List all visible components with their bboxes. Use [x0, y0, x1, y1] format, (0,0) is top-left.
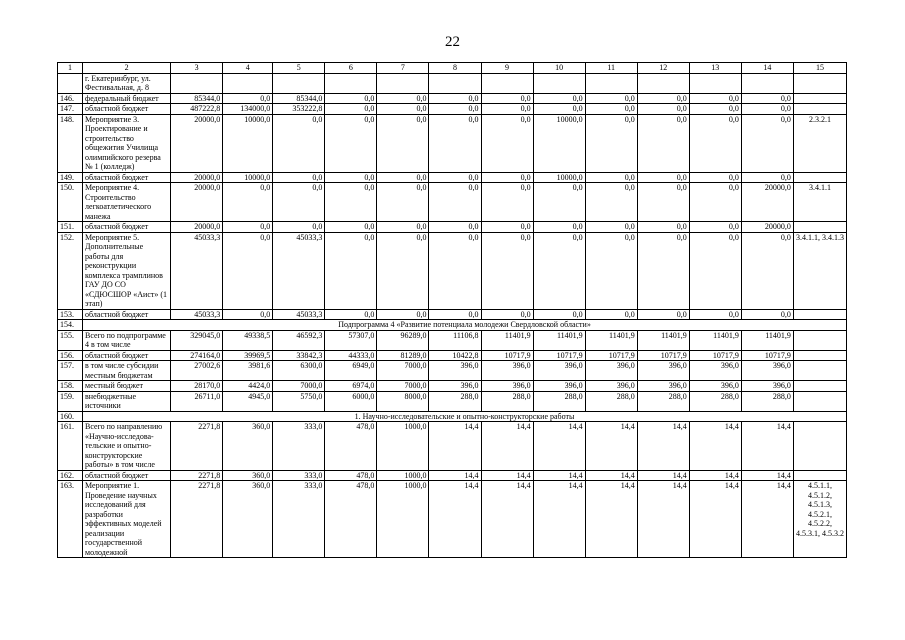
value-cell: 396,0 [741, 361, 793, 381]
value-cell: 0,0 [637, 222, 689, 233]
value-cell: 0,0 [689, 172, 741, 183]
value-cell: 0,0 [377, 114, 429, 172]
table-row [58, 222, 847, 233]
value-cell: 0,0 [637, 172, 689, 183]
target-code-cell [793, 330, 846, 350]
value-cell: 6000,0 [325, 391, 377, 411]
table-row [58, 93, 847, 104]
value-cell: 396,0 [689, 361, 741, 381]
value-cell: 487222,8 [171, 104, 223, 115]
value-cell: 396,0 [585, 381, 637, 392]
value-cell: 45033,3 [171, 309, 223, 320]
table-header-row [58, 63, 847, 74]
value-cell: 0,0 [741, 309, 793, 320]
value-cell: 20000,0 [741, 183, 793, 222]
value-cell: 396,0 [533, 381, 585, 392]
target-code-cell [793, 222, 846, 233]
value-cell: 10717,9 [637, 350, 689, 361]
row-name-cell: г. Екатеринбург, ул. Фестивальная, д. 8 [83, 73, 171, 93]
value-cell: 0,0 [223, 309, 273, 320]
value-cell: 10422,8 [429, 350, 481, 361]
table-row [58, 232, 847, 309]
section-title-cell: 1. Научно-исследовательские и опытно-конструкторские работы [83, 411, 847, 422]
value-cell: 0,0 [741, 93, 793, 104]
value-cell: 0,0 [325, 93, 377, 104]
value-cell: 6300,0 [273, 361, 325, 381]
value-cell: 396,0 [481, 381, 533, 392]
row-number-cell: 162. [58, 470, 83, 481]
target-code-cell [793, 422, 846, 471]
value-cell: 0,0 [637, 93, 689, 104]
value-cell: 11401,9 [585, 330, 637, 350]
value-cell: 274164,0 [171, 350, 223, 361]
value-cell [689, 73, 741, 93]
value-cell: 0,0 [429, 114, 481, 172]
value-cell: 0,0 [481, 172, 533, 183]
row-number-cell: 157. [58, 361, 83, 381]
row-number-cell: 159. [58, 391, 83, 411]
table-row [58, 481, 847, 558]
value-cell: 14,4 [429, 422, 481, 471]
value-cell: 0,0 [533, 183, 585, 222]
value-cell [585, 73, 637, 93]
value-cell: 10000,0 [223, 172, 273, 183]
value-cell: 0,0 [533, 93, 585, 104]
page-number: 22 [445, 34, 460, 50]
value-cell: 0,0 [325, 172, 377, 183]
value-cell: 396,0 [481, 361, 533, 381]
value-cell: 20000,0 [171, 183, 223, 222]
value-cell: 2271,8 [171, 481, 223, 558]
column-number-cell: 8 [429, 63, 481, 74]
column-number-cell: 14 [741, 63, 793, 74]
value-cell: 14,4 [689, 470, 741, 481]
value-cell: 5750,0 [273, 391, 325, 411]
value-cell: 10717,9 [585, 350, 637, 361]
value-cell: 10000,0 [533, 114, 585, 172]
value-cell: 0,0 [273, 183, 325, 222]
value-cell: 14,4 [429, 470, 481, 481]
value-cell: 0,0 [533, 232, 585, 309]
value-cell: 20000,0 [171, 222, 223, 233]
value-cell: 288,0 [533, 391, 585, 411]
column-number-cell: 1 [58, 63, 83, 74]
row-number-cell: 148. [58, 114, 83, 172]
value-cell: 4424,0 [223, 381, 273, 392]
value-cell: 2271,8 [171, 470, 223, 481]
value-cell: 0,0 [637, 232, 689, 309]
value-cell: 0,0 [585, 172, 637, 183]
column-number-cell: 15 [793, 63, 846, 74]
column-number-cell: 6 [325, 63, 377, 74]
value-cell: 0,0 [273, 172, 325, 183]
value-cell: 27002,6 [171, 361, 223, 381]
value-cell: 14,4 [481, 470, 533, 481]
value-cell: 0,0 [585, 114, 637, 172]
value-cell: 7000,0 [273, 381, 325, 392]
value-cell: 8000,0 [377, 391, 429, 411]
table-row [58, 350, 847, 361]
table-row [58, 330, 847, 350]
value-cell: 0,0 [689, 183, 741, 222]
row-name-cell: федеральный бюджет [83, 93, 171, 104]
value-cell [637, 73, 689, 93]
value-cell: 10717,9 [533, 350, 585, 361]
value-cell: 0,0 [377, 232, 429, 309]
value-cell: 134000,0 [223, 104, 273, 115]
table-row [58, 422, 847, 471]
value-cell: 0,0 [585, 183, 637, 222]
value-cell: 396,0 [637, 361, 689, 381]
column-number-cell: 3 [171, 63, 223, 74]
value-cell: 14,4 [429, 481, 481, 558]
value-cell: 14,4 [533, 481, 585, 558]
value-cell [481, 73, 533, 93]
value-cell: 20000,0 [171, 172, 223, 183]
value-cell: 14,4 [533, 422, 585, 471]
row-number-cell: 155. [58, 330, 83, 350]
value-cell: 360,0 [223, 470, 273, 481]
value-cell: 1000,0 [377, 481, 429, 558]
target-code-cell: 3.4.1.1, 3.4.1.3 [793, 232, 846, 309]
value-cell: 0,0 [533, 222, 585, 233]
row-name-cell: областной бюджет [83, 309, 171, 320]
value-cell: 396,0 [689, 381, 741, 392]
section-row [58, 411, 847, 422]
column-number-cell: 11 [585, 63, 637, 74]
value-cell: 45033,3 [273, 232, 325, 309]
value-cell: 0,0 [585, 93, 637, 104]
value-cell: 0,0 [741, 114, 793, 172]
value-cell: 14,4 [637, 422, 689, 471]
value-cell: 20000,0 [171, 114, 223, 172]
value-cell: 0,0 [273, 114, 325, 172]
target-code-cell: 2.3.2.1 [793, 114, 846, 172]
target-code-cell [793, 104, 846, 115]
value-cell: 0,0 [533, 104, 585, 115]
row-name-cell: Мероприятие 4. Строительство легкоатлетического манежа [83, 183, 171, 222]
value-cell: 0,0 [585, 309, 637, 320]
value-cell: 96289,0 [377, 330, 429, 350]
target-code-cell [793, 381, 846, 392]
row-name-cell: местный бюджет [83, 381, 171, 392]
value-cell [793, 73, 846, 93]
value-cell: 0,0 [481, 183, 533, 222]
value-cell: 0,0 [481, 309, 533, 320]
value-cell: 14,4 [741, 422, 793, 471]
value-cell: 396,0 [429, 361, 481, 381]
value-cell: 0,0 [429, 183, 481, 222]
target-code-cell [793, 361, 846, 381]
value-cell: 0,0 [223, 222, 273, 233]
value-cell: 360,0 [223, 481, 273, 558]
row-number-cell: 151. [58, 222, 83, 233]
target-code-cell [793, 391, 846, 411]
value-cell: 360,0 [223, 422, 273, 471]
table-row [58, 381, 847, 392]
value-cell: 14,4 [689, 422, 741, 471]
value-cell: 0,0 [689, 309, 741, 320]
value-cell: 0,0 [325, 309, 377, 320]
value-cell: 7000,0 [377, 361, 429, 381]
value-cell: 288,0 [429, 391, 481, 411]
row-number-cell: 160. [58, 411, 83, 422]
value-cell: 396,0 [585, 361, 637, 381]
value-cell: 0,0 [481, 114, 533, 172]
value-cell: 4945,0 [223, 391, 273, 411]
value-cell: 0,0 [325, 104, 377, 115]
value-cell: 0,0 [429, 222, 481, 233]
value-cell: 288,0 [585, 391, 637, 411]
row-name-cell: областной бюджет [83, 470, 171, 481]
row-name-cell: областной бюджет [83, 104, 171, 115]
value-cell: 0,0 [377, 172, 429, 183]
value-cell: 1000,0 [377, 422, 429, 471]
value-cell: 0,0 [273, 222, 325, 233]
value-cell: 10000,0 [533, 172, 585, 183]
target-code-cell [793, 470, 846, 481]
value-cell: 396,0 [429, 381, 481, 392]
value-cell: 353222,8 [273, 104, 325, 115]
target-code-cell [793, 350, 846, 361]
value-cell: 0,0 [585, 222, 637, 233]
value-cell [223, 73, 273, 93]
value-cell: 478,0 [325, 470, 377, 481]
value-cell: 6949,0 [325, 361, 377, 381]
value-cell: 0,0 [533, 309, 585, 320]
value-cell: 45033,3 [273, 309, 325, 320]
value-cell: 396,0 [637, 381, 689, 392]
row-name-cell: Мероприятие 3. Проектирование и строительство общежития Училища олимпийского резерва № 1 (колледж) [83, 114, 171, 172]
row-number-cell: 150. [58, 183, 83, 222]
table-row [58, 361, 847, 381]
value-cell: 46592,3 [273, 330, 325, 350]
value-cell: 10717,9 [689, 350, 741, 361]
value-cell: 0,0 [585, 104, 637, 115]
value-cell: 57307,0 [325, 330, 377, 350]
value-cell: 0,0 [741, 104, 793, 115]
value-cell: 0,0 [223, 183, 273, 222]
column-number-cell: 13 [689, 63, 741, 74]
value-cell: 49338,5 [223, 330, 273, 350]
value-cell: 28170,0 [171, 381, 223, 392]
value-cell: 288,0 [689, 391, 741, 411]
row-number-cell: 158. [58, 381, 83, 392]
value-cell: 11401,9 [689, 330, 741, 350]
value-cell: 0,0 [429, 172, 481, 183]
row-name-cell: Мероприятие 1. Проведение научных исследований для разработки эффективных моделей реализации государственной молодежной [83, 481, 171, 558]
value-cell: 14,4 [585, 422, 637, 471]
value-cell: 0,0 [481, 93, 533, 104]
value-cell: 14,4 [741, 470, 793, 481]
column-number-cell: 4 [223, 63, 273, 74]
row-number-cell: 147. [58, 104, 83, 115]
value-cell: 333,0 [273, 481, 325, 558]
value-cell: 10717,9 [741, 350, 793, 361]
section-title-cell: Подпрограмма 4 «Развитие потенциала молодежи Свердловской области» [83, 320, 847, 331]
value-cell [377, 73, 429, 93]
row-number-cell: 152. [58, 232, 83, 309]
value-cell: 3981,6 [223, 361, 273, 381]
column-number-cell: 2 [83, 63, 171, 74]
value-cell: 45033,3 [171, 232, 223, 309]
value-cell: 1000,0 [377, 470, 429, 481]
row-number-cell: 161. [58, 422, 83, 471]
value-cell [429, 73, 481, 93]
table-row [58, 104, 847, 115]
column-number-cell: 7 [377, 63, 429, 74]
row-name-cell: Мероприятие 5. Дополнительные работы для реконструкции комплекса трамплинов ГАУ ДО СО «СДЮСШОР «Аист» (1 этап) [83, 232, 171, 309]
value-cell: 0,0 [481, 232, 533, 309]
value-cell: 288,0 [637, 391, 689, 411]
value-cell: 10717,9 [481, 350, 533, 361]
row-number-cell: 149. [58, 172, 83, 183]
value-cell: 11401,9 [741, 330, 793, 350]
value-cell: 0,0 [223, 93, 273, 104]
row-number-cell: 154. [58, 320, 83, 331]
value-cell: 0,0 [637, 104, 689, 115]
column-number-cell: 9 [481, 63, 533, 74]
table-row [58, 470, 847, 481]
value-cell: 85344,0 [273, 93, 325, 104]
column-number-cell: 12 [637, 63, 689, 74]
value-cell: 14,4 [637, 481, 689, 558]
value-cell: 11401,9 [533, 330, 585, 350]
target-code-cell: 3.4.1.1 [793, 183, 846, 222]
row-number-cell: 156. [58, 350, 83, 361]
row-name-cell: областной бюджет [83, 350, 171, 361]
value-cell: 333,0 [273, 470, 325, 481]
value-cell: 396,0 [741, 381, 793, 392]
value-cell: 0,0 [689, 93, 741, 104]
value-cell: 14,4 [585, 470, 637, 481]
value-cell: 14,4 [481, 422, 533, 471]
row-name-cell: в том числе субсидии местным бюджетам [83, 361, 171, 381]
value-cell: 44333,0 [325, 350, 377, 361]
value-cell: 0,0 [429, 104, 481, 115]
value-cell: 396,0 [533, 361, 585, 381]
row-number-cell: 153. [58, 309, 83, 320]
target-code-cell [793, 309, 846, 320]
value-cell: 0,0 [741, 232, 793, 309]
value-cell: 10000,0 [223, 114, 273, 172]
value-cell: 0,0 [429, 309, 481, 320]
value-cell: 6974,0 [325, 381, 377, 392]
row-name-cell: Всего по направлению «Научно-исследова-тельские и опытно-конструкторские работы» в том числе [83, 422, 171, 471]
value-cell: 0,0 [741, 172, 793, 183]
row-number-cell [58, 73, 83, 93]
value-cell: 11401,9 [637, 330, 689, 350]
value-cell: 20000,0 [741, 222, 793, 233]
value-cell: 0,0 [429, 232, 481, 309]
value-cell: 0,0 [377, 104, 429, 115]
value-cell: 14,4 [637, 470, 689, 481]
value-cell [741, 73, 793, 93]
value-cell: 333,0 [273, 422, 325, 471]
table-row [58, 183, 847, 222]
value-cell: 0,0 [481, 104, 533, 115]
value-cell [533, 73, 585, 93]
value-cell: 0,0 [637, 114, 689, 172]
table-row [58, 391, 847, 411]
value-cell: 0,0 [325, 232, 377, 309]
value-cell: 7000,0 [377, 381, 429, 392]
value-cell: 14,4 [689, 481, 741, 558]
value-cell: 14,4 [741, 481, 793, 558]
value-cell: 81289,0 [377, 350, 429, 361]
value-cell: 0,0 [689, 114, 741, 172]
value-cell: 0,0 [325, 114, 377, 172]
target-code-cell: 4.5.1.1, 4.5.1.2, 4.5.1.3, 4.5.2.1, 4.5.2.2, 4.5.3.1, 4.5.3.2 [793, 481, 846, 558]
value-cell: 0,0 [637, 309, 689, 320]
value-cell [171, 73, 223, 93]
row-number-cell: 163. [58, 481, 83, 558]
column-number-cell: 10 [533, 63, 585, 74]
table-row [58, 114, 847, 172]
value-cell: 14,4 [481, 481, 533, 558]
value-cell: 288,0 [741, 391, 793, 411]
value-cell: 14,4 [585, 481, 637, 558]
value-cell: 0,0 [689, 222, 741, 233]
table-row [58, 309, 847, 320]
value-cell: 0,0 [585, 232, 637, 309]
value-cell: 0,0 [481, 222, 533, 233]
value-cell: 11401,9 [481, 330, 533, 350]
value-cell: 0,0 [377, 222, 429, 233]
table-row [58, 73, 847, 93]
row-name-cell: областной бюджет [83, 222, 171, 233]
value-cell: 0,0 [325, 222, 377, 233]
value-cell: 0,0 [429, 93, 481, 104]
value-cell [273, 73, 325, 93]
value-cell: 14,4 [533, 470, 585, 481]
value-cell: 0,0 [689, 232, 741, 309]
value-cell: 85344,0 [171, 93, 223, 104]
row-name-cell: областной бюджет [83, 172, 171, 183]
budget-table [57, 62, 847, 558]
value-cell: 0,0 [377, 309, 429, 320]
table-row [58, 172, 847, 183]
target-code-cell [793, 93, 846, 104]
value-cell: 33842,3 [273, 350, 325, 361]
value-cell: 0,0 [637, 183, 689, 222]
target-code-cell [793, 172, 846, 183]
value-cell: 11106,8 [429, 330, 481, 350]
value-cell [325, 73, 377, 93]
value-cell: 26711,0 [171, 391, 223, 411]
value-cell: 2271,8 [171, 422, 223, 471]
value-cell: 288,0 [481, 391, 533, 411]
row-number-cell: 146. [58, 93, 83, 104]
row-name-cell: Всего по подпрограмме 4 в том числе [83, 330, 171, 350]
section-row [58, 320, 847, 331]
value-cell: 39969,5 [223, 350, 273, 361]
column-number-cell: 5 [273, 63, 325, 74]
value-cell: 0,0 [223, 232, 273, 309]
value-cell: 0,0 [377, 93, 429, 104]
value-cell: 0,0 [325, 183, 377, 222]
value-cell: 0,0 [689, 104, 741, 115]
row-name-cell: внебюджетные источники [83, 391, 171, 411]
value-cell: 0,0 [377, 183, 429, 222]
value-cell: 478,0 [325, 422, 377, 471]
value-cell: 478,0 [325, 481, 377, 558]
value-cell: 329045,0 [171, 330, 223, 350]
